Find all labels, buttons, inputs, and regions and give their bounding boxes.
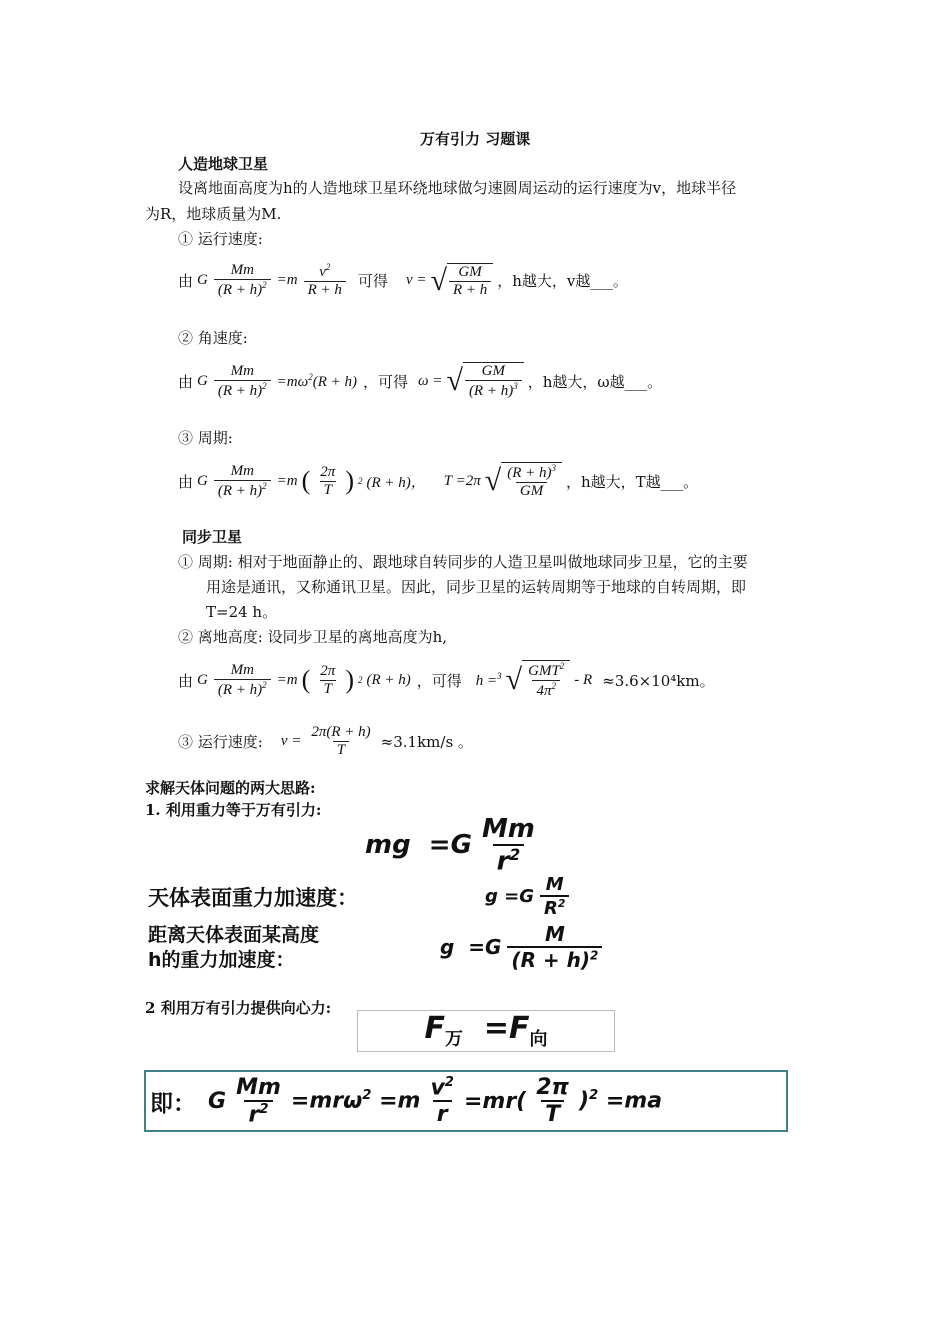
you-label: 由	[178, 671, 194, 690]
item-angular: ② 角速度:	[178, 329, 248, 347]
approx-speed: ≈3.1km/s 。	[380, 733, 473, 751]
you-label: 由	[178, 372, 194, 391]
height-equation: 由 G $\frac{Mm}{(R + h)^2}$ =m ( $\frac{2\pi}{T}$ ) 2 (R + h) ，可得 h =$^3$ √ $\frac{GMT^2}{4\pi^2}$ - R ≈3.6×10⁴km。	[178, 661, 715, 699]
kede-label: ，可得	[416, 671, 462, 690]
method-1: 1. 利用重力等于万有引力:	[145, 801, 322, 819]
approx-height: ≈3.6×10⁴km。	[602, 671, 715, 690]
label-height-g-2: h的重力加速度：	[148, 949, 295, 971]
kede-label: ，可得	[362, 372, 408, 391]
geo-period-line-2: 用途是通讯，又称通讯卫星。因此，同步卫星的运转周期等于地球的自转周期，即	[206, 578, 747, 596]
geo-period-line-1: ① 周期: 相对于地面静止的、跟地球自转同步的人造卫星叫做地球同步卫星，它的主要	[178, 553, 748, 571]
gravity-equals-gravitation: mg =G $\frac{Mm}{r^2}$	[365, 814, 535, 877]
ji-label: 即：	[150, 1090, 196, 1117]
end-velocity: ，h越大，v越___。	[497, 272, 628, 290]
geo-period-line-3: T=24 h。	[206, 603, 278, 621]
section-heading-geo: 同步卫星	[182, 528, 243, 546]
item-velocity: ① 运行速度:	[178, 230, 263, 248]
velocity-equation: 由 G $\frac{Mm}{(R + h)^2}$ =m $\frac{v^2}{R + h}$ 可得 v = √ $\frac{GM}{R + h}$ ，h越大，v越___。	[178, 262, 628, 298]
label-surface-g: 天体表面重力加速度：	[148, 886, 358, 910]
intro-line-2: 为R，地球质量为M.	[145, 205, 282, 223]
kede-label: 可得	[357, 272, 388, 290]
item-period: ③ 周期:	[178, 429, 233, 447]
geo-height-line: ② 离地高度: 设同步卫星的离地高度为h,	[178, 628, 448, 646]
end-angular: ，h越大，ω越___。	[527, 372, 663, 391]
height-g-equation: g =G $\frac{M}{(R + h)^2}$	[440, 922, 604, 972]
you-label: 由	[178, 272, 194, 290]
end-period: ，h越大，T越___。	[565, 472, 699, 491]
item-speed: ③ 运行速度:	[178, 733, 263, 751]
method-2: 2 利用万有引力提供向心力:	[145, 999, 332, 1017]
period-equation: 由 G $\frac{Mm}{(R + h)^2}$ =m ( $\frac{2\pi}{T}$ ) 2 (R + h)， T =2π √ $\frac{(R + h)^3}{GM}$ ，h越大，T越___。	[178, 462, 699, 499]
label-height-g-1: 距离天体表面某高度	[148, 924, 320, 946]
you-label: 由	[178, 472, 194, 491]
speed-equation: ③ 运行速度: v = $\frac{2\pi(R + h)}{T}$ ≈3.1km/s 。	[178, 724, 473, 758]
summary-box: 即： G $\frac{Mm}{r^2}$ =mrω$^2$ =m $\frac{v^2}{r}$ =mr( $\frac{2\pi}{T}$ )$^2$ =ma	[144, 1070, 788, 1132]
page-title: 万有引力 习题课	[420, 130, 531, 148]
surface-g-equation: g =G $\frac{M}{R^2}$	[485, 874, 571, 919]
section-heading-methods: 求解天体问题的两大思路:	[145, 779, 316, 797]
section-heading-satellite: 人造地球卫星	[178, 155, 269, 173]
intro-line-1: 设离地面高度为h的人造地球卫星环绕地球做匀速圆周运动的运行速度为v，地球半径	[178, 179, 737, 197]
force-equality: $F_万 =F_向$	[357, 1010, 615, 1052]
angular-equation: 由 G $\frac{Mm}{(R + h)^2}$ $=m\omega^2(R + h)$ ，可得 ω = √ $\frac{GM}{(R + h)^3}$ ，h越大，ω越___。	[178, 362, 663, 399]
